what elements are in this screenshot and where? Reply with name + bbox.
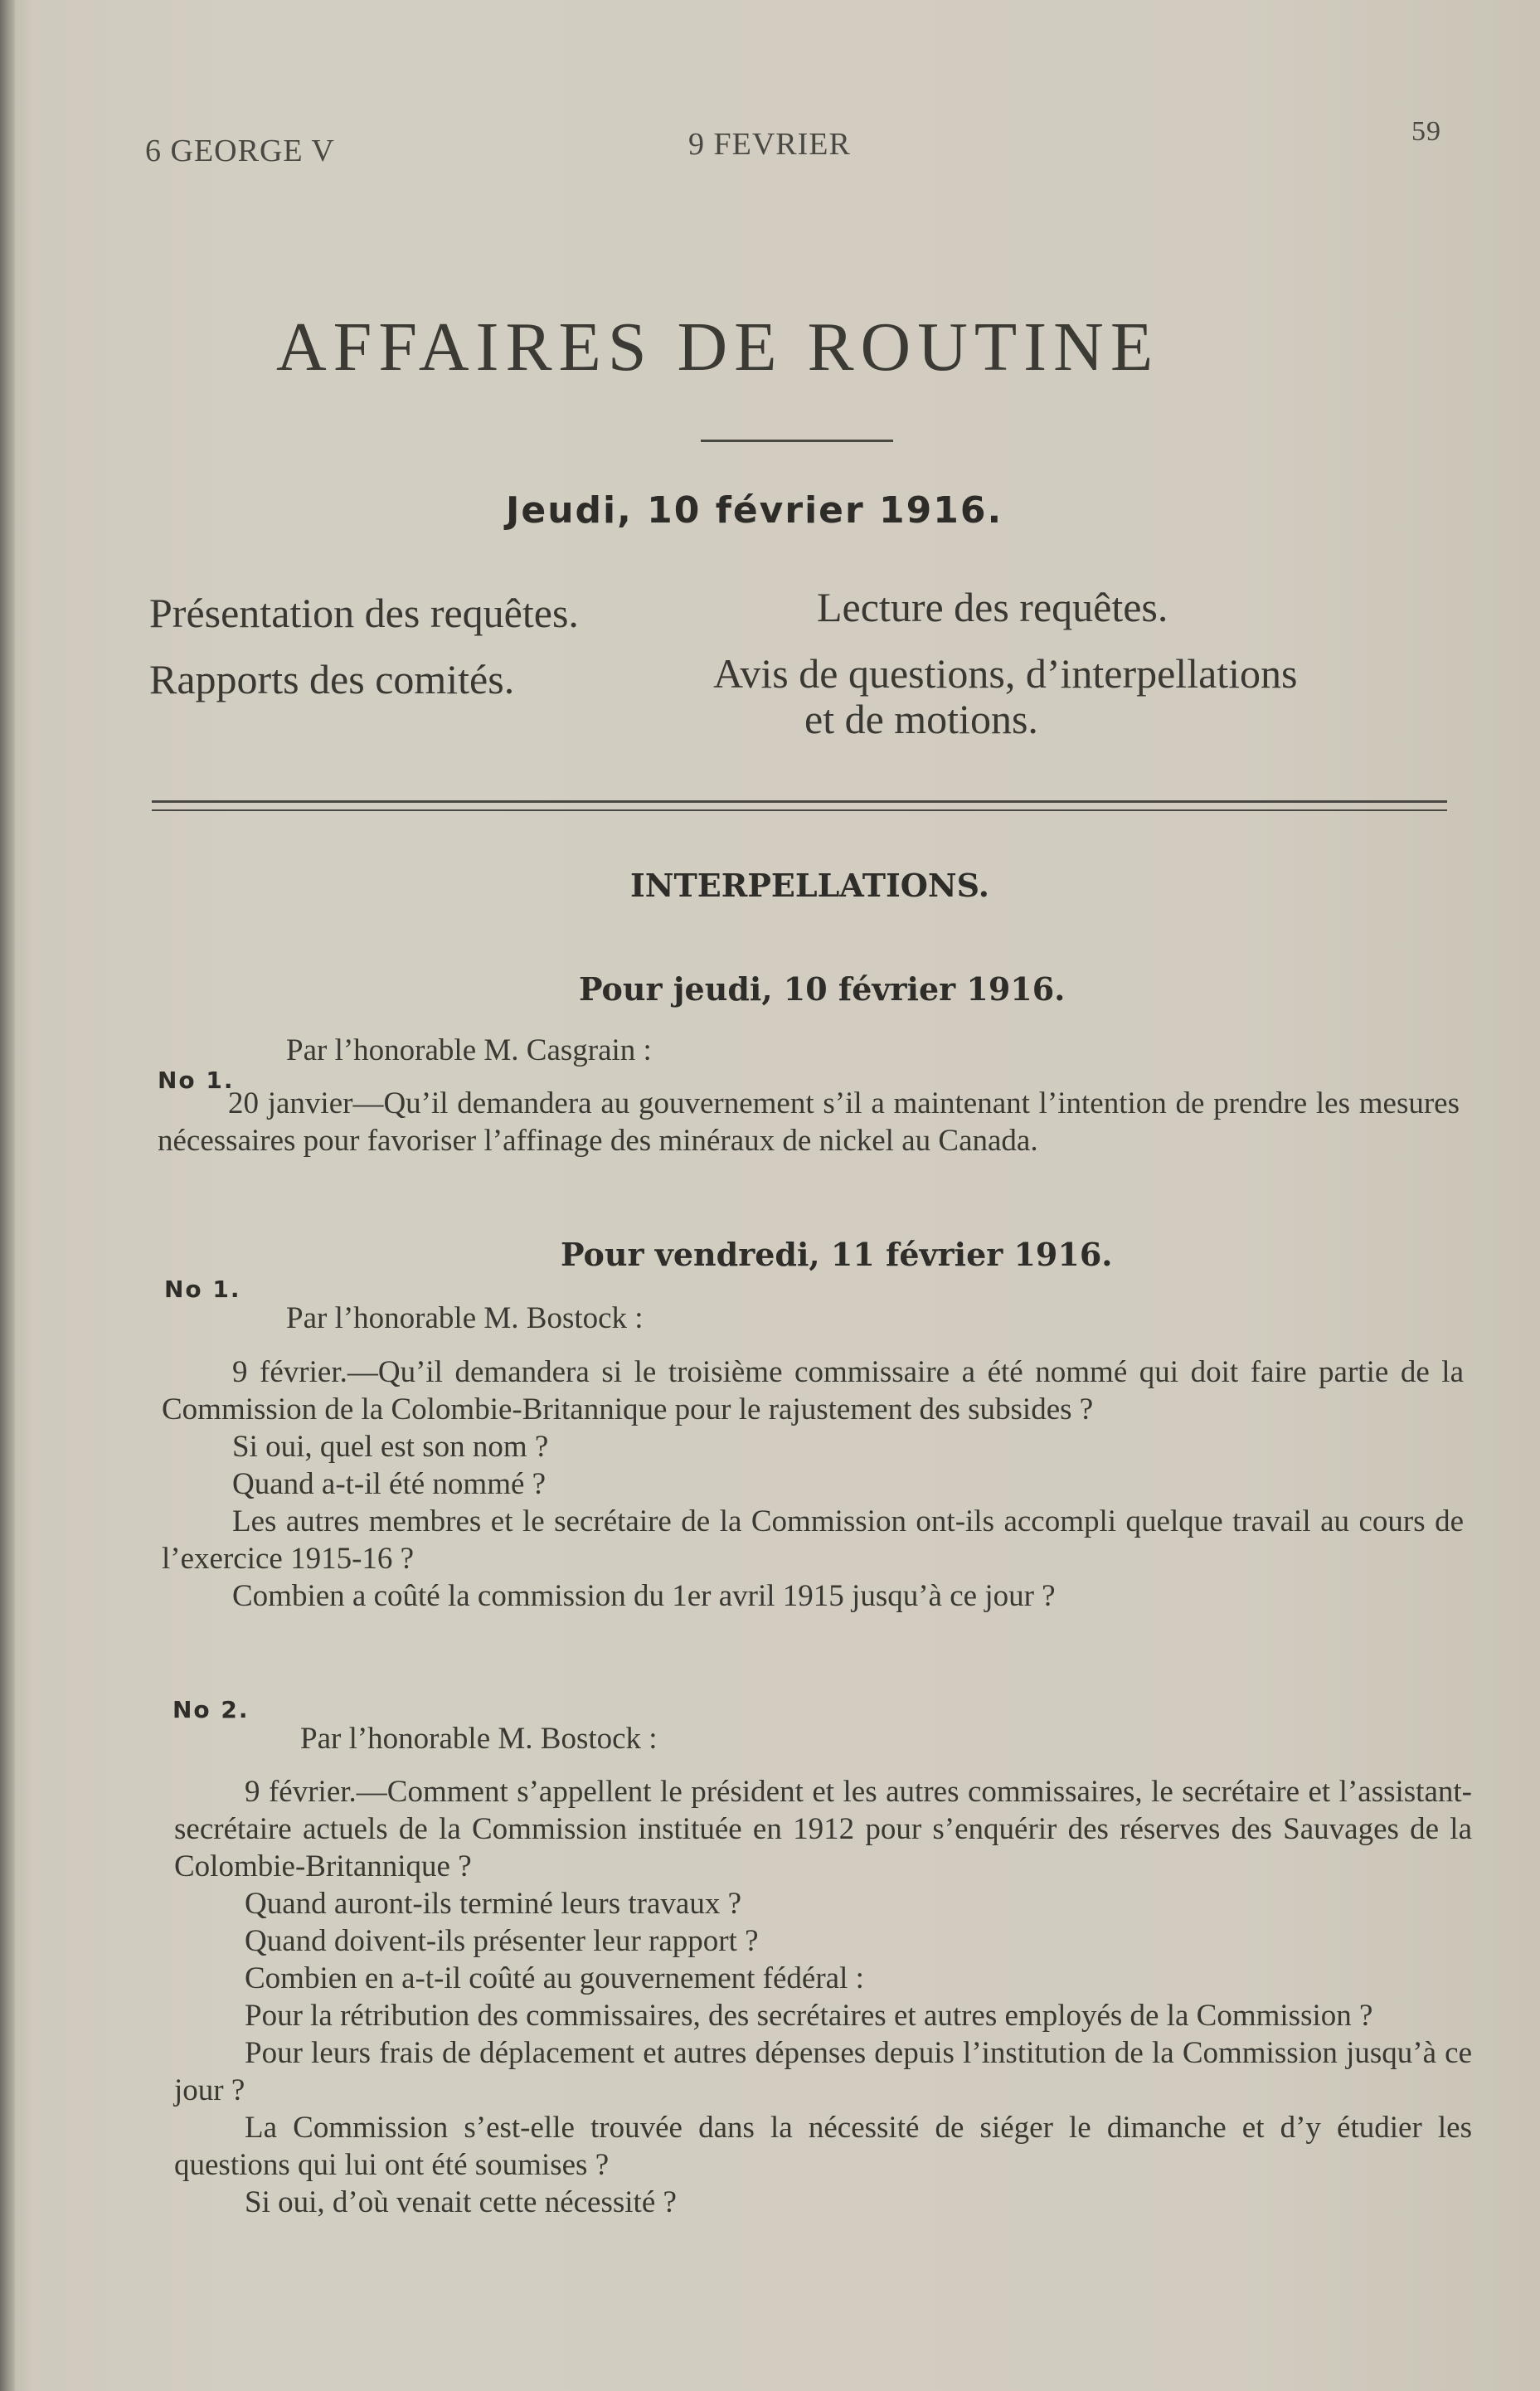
section3-p6: Pour leurs frais de déplacement et autres dépenses depuis l’institution de la Commission jusqu’à ce jour ?: [174, 2036, 1472, 2107]
section3-p5: Pour la rétribution des commissaires, des secrétaires et autres employés de la Commission ?: [245, 1999, 1373, 2033]
section3-p4: Combien en a-t-il coûté au gouvernement fédéral :: [245, 1961, 864, 1995]
routine-item-rapports: Rapports des comités.: [149, 656, 515, 702]
section2-p4: Les autres membres et le secrétaire de la Commission ont-ils accompli quelque travail au cours de l’exercice 1915-16 ?: [162, 1504, 1464, 1576]
section1-question: [158, 1085, 1460, 1159]
section3-p8: Si oui, d’où venait cette nécessité ?: [245, 2185, 677, 2219]
section3-questions: [174, 1773, 1472, 2221]
section-rule-bottom: [152, 809, 1447, 811]
routine-item-avis: Avis de questions, d’interpellations: [713, 650, 1298, 697]
page-title: AFFAIRES DE ROUTINE: [276, 309, 1160, 386]
section3-number: No 2.: [172, 1696, 250, 1723]
routine-item-presentation: Présentation des requêtes.: [149, 590, 579, 636]
book-spine-shadow: [0, 0, 15, 2391]
section2-p1: 9 février.—Qu’il demandera si le troisième commissaire a été nommé qui doit faire partie de la Commission de la Colombie-Britannique pour le rajustement des subsides ?: [162, 1355, 1464, 1426]
section1-heading: Pour jeudi, 10 février 1916.: [579, 970, 1066, 1008]
section2-p2: Si oui, quel est son nom ?: [232, 1430, 549, 1464]
section2-p3: Quand a-t-il été nommé ?: [232, 1467, 547, 1501]
section3-p3: Quand doivent-ils présenter leur rapport ?: [245, 1924, 759, 1958]
header-session: 6 GEORGE V: [145, 134, 335, 168]
section2-questions: [162, 1353, 1464, 1615]
section3-p2: Quand auront-ils terminé leurs travaux ?: [245, 1887, 741, 1921]
section1-text: 20 janvier—Qu’il demandera au gouvernement s’il a maintenant l’intention de prendre les mesures nécessaires pour favoriser l’affinage des minéraux de nickel au Canada.: [158, 1086, 1460, 1158]
header-date: 9 FEVRIER: [688, 127, 851, 162]
section2-by: Par l’honorable M. Bostock :: [286, 1301, 644, 1335]
interpellations-heading: INTERPELLATIONS.: [630, 867, 989, 904]
section2-heading: Pour vendredi, 11 février 1916.: [561, 1236, 1113, 1273]
sitting-date: Jeudi, 10 février 1916.: [506, 489, 1003, 532]
section-rule-top: [152, 800, 1447, 803]
section3-p1: 9 février.—Comment s’appellent le président et les autres commissaires, le secrétaire et l’assistant-secrétaire actuels de la Commission instituée en 1912 pour s’enquérir des réserves des Sauvages de la Colombie-Britannique ?: [174, 1775, 1472, 1883]
routine-item-motions: et de motions.: [804, 696, 1038, 742]
page-number: 59: [1411, 116, 1441, 147]
routine-item-lecture: Lecture des requêtes.: [817, 584, 1168, 630]
section2-p5: Combien a coûté la commission du 1er avril 1915 jusqu’à ce jour ?: [232, 1579, 1056, 1613]
section3-by: Par l’honorable M. Bostock :: [300, 1722, 658, 1756]
section1-number: No 1.: [158, 1067, 235, 1094]
title-rule: [701, 440, 893, 442]
section2-number: No 1.: [164, 1276, 241, 1303]
section3-p7: La Commission s’est-elle trouvée dans la nécessité de siéger le dimanche et d’y étudier les questions qui lui ont été soumises ?: [174, 2111, 1472, 2182]
section1-by: Par l’honorable M. Casgrain :: [286, 1033, 652, 1067]
